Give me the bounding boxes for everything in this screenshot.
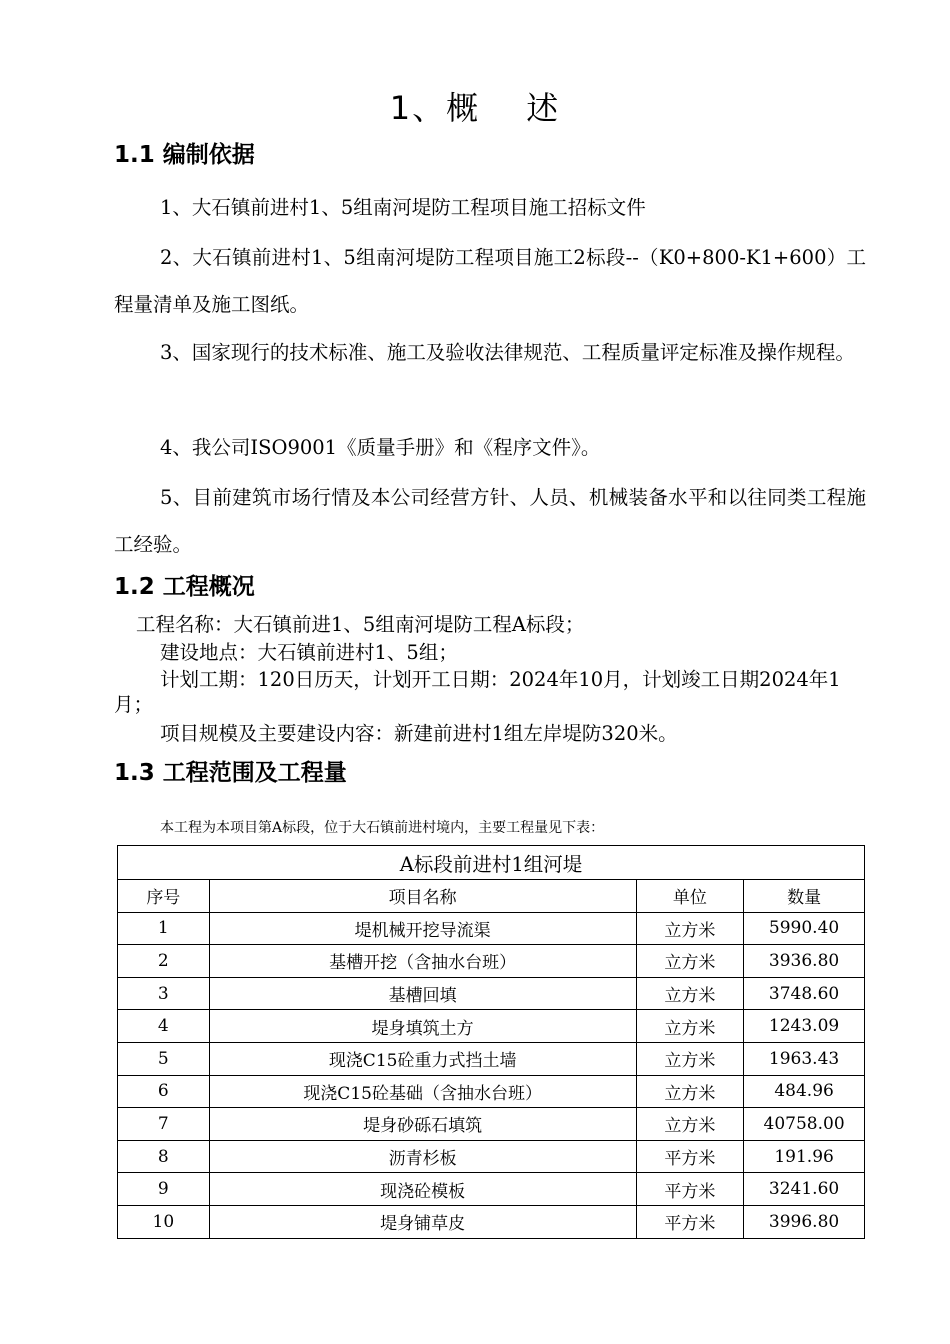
table-row [118, 912, 865, 945]
row-unit: 立方米 [636, 977, 744, 1010]
row-quantity: 484.96 [744, 1075, 865, 1108]
project-schedule: 计划工期：120日历天，计划开工日期：2024年10月，计划竣工日期2024年1月； [114, 668, 841, 716]
row-unit: 立方米 [636, 945, 744, 978]
row-index: 10 [118, 1205, 210, 1238]
table-row [118, 1042, 865, 1075]
row-item-name: 堤身铺草皮 [209, 1205, 636, 1238]
quantity-table [117, 845, 865, 1239]
project-location: 建设地点：大石镇前进村1、5组； [160, 641, 458, 664]
row-item-name: 现浇C15砼基础（含抽水台班） [209, 1075, 636, 1108]
row-item-name: 现浇砼模板 [209, 1173, 636, 1206]
row-quantity: 5990.40 [744, 912, 865, 945]
basis-item-3: 3、国家现行的技术标准、施工及验收法律规范、工程质量评定标准及操作规程。 [160, 341, 855, 364]
basis-item-5: 5、目前建筑市场行情及本公司经营方针、人员、机械装备水平和以往同类工程施工经验。 [114, 486, 866, 556]
table-row [118, 1108, 865, 1141]
table-title: A标段前进村1组河堤 [118, 846, 865, 880]
table-caption: 本工程为本项目第A标段，位于大石镇前进村境内，主要工程量见下表： [160, 820, 605, 836]
row-index: 3 [118, 977, 210, 1010]
table-header-row [118, 880, 865, 913]
header-quantity: 数量 [744, 880, 865, 913]
row-quantity: 3748.60 [744, 977, 865, 1010]
row-quantity: 1963.43 [744, 1042, 865, 1075]
header-unit: 单位 [636, 880, 744, 913]
row-index: 8 [118, 1140, 210, 1173]
table-row [118, 1140, 865, 1173]
row-index: 7 [118, 1108, 210, 1141]
header-index: 序号 [118, 880, 210, 913]
row-item-name: 基槽回填 [209, 977, 636, 1010]
row-index: 9 [118, 1173, 210, 1206]
row-unit: 立方米 [636, 1042, 744, 1075]
section-heading-scope: 1.3 工程范围及工程量 [114, 760, 347, 786]
table-row [118, 1173, 865, 1206]
row-unit: 立方米 [636, 1108, 744, 1141]
row-index: 2 [118, 945, 210, 978]
basis-item-1: 1、大石镇前进村1、5组南河堤防工程项目施工招标文件 [160, 196, 646, 219]
basis-item-2: 2、大石镇前进村1、5组南河堤防工程项目施工2标段--（K0+800-K1+600）工程量清单及施工图纸。 [114, 246, 866, 316]
row-quantity: 3241.60 [744, 1173, 865, 1206]
page-title: 1、概 述 [389, 89, 561, 127]
row-unit: 平方米 [636, 1140, 744, 1173]
project-name: 工程名称：大石镇前进1、5组南河堤防工程A标段； [136, 613, 585, 636]
header-item-name: 项目名称 [209, 880, 636, 913]
table-row [118, 945, 865, 978]
row-item-name: 沥青杉板 [209, 1140, 636, 1173]
table-row [118, 977, 865, 1010]
row-quantity: 3936.80 [744, 945, 865, 978]
row-unit: 平方米 [636, 1173, 744, 1206]
row-item-name: 现浇C15砼重力式挡土墙 [209, 1042, 636, 1075]
basis-item-4: 4、我公司ISO9001《质量手册》和《程序文件》。 [160, 436, 601, 459]
row-unit: 立方米 [636, 1075, 744, 1108]
row-quantity: 40758.00 [744, 1108, 865, 1141]
table-row [118, 1075, 865, 1108]
row-item-name: 堤身砂砾石填筑 [209, 1108, 636, 1141]
row-unit: 平方米 [636, 1205, 744, 1238]
row-quantity: 1243.09 [744, 1010, 865, 1043]
section-heading-overview: 1.2 工程概况 [114, 574, 255, 600]
section-heading-basis: 1.1 编制依据 [114, 142, 255, 168]
row-index: 1 [118, 912, 210, 945]
row-item-name: 基槽开挖（含抽水台班） [209, 945, 636, 978]
row-index: 5 [118, 1042, 210, 1075]
row-quantity: 191.96 [744, 1140, 865, 1173]
table-row [118, 1205, 865, 1238]
row-index: 4 [118, 1010, 210, 1043]
row-unit: 立方米 [636, 1010, 744, 1043]
row-index: 6 [118, 1075, 210, 1108]
row-quantity: 3996.80 [744, 1205, 865, 1238]
table-title-row [118, 846, 865, 880]
row-item-name: 堤身填筑土方 [209, 1010, 636, 1043]
row-item-name: 堤机械开挖导流渠 [209, 912, 636, 945]
table-row [118, 1010, 865, 1043]
row-unit: 立方米 [636, 912, 744, 945]
project-scope: 项目规模及主要建设内容：新建前进村1组左岸堤防320米。 [160, 722, 678, 745]
